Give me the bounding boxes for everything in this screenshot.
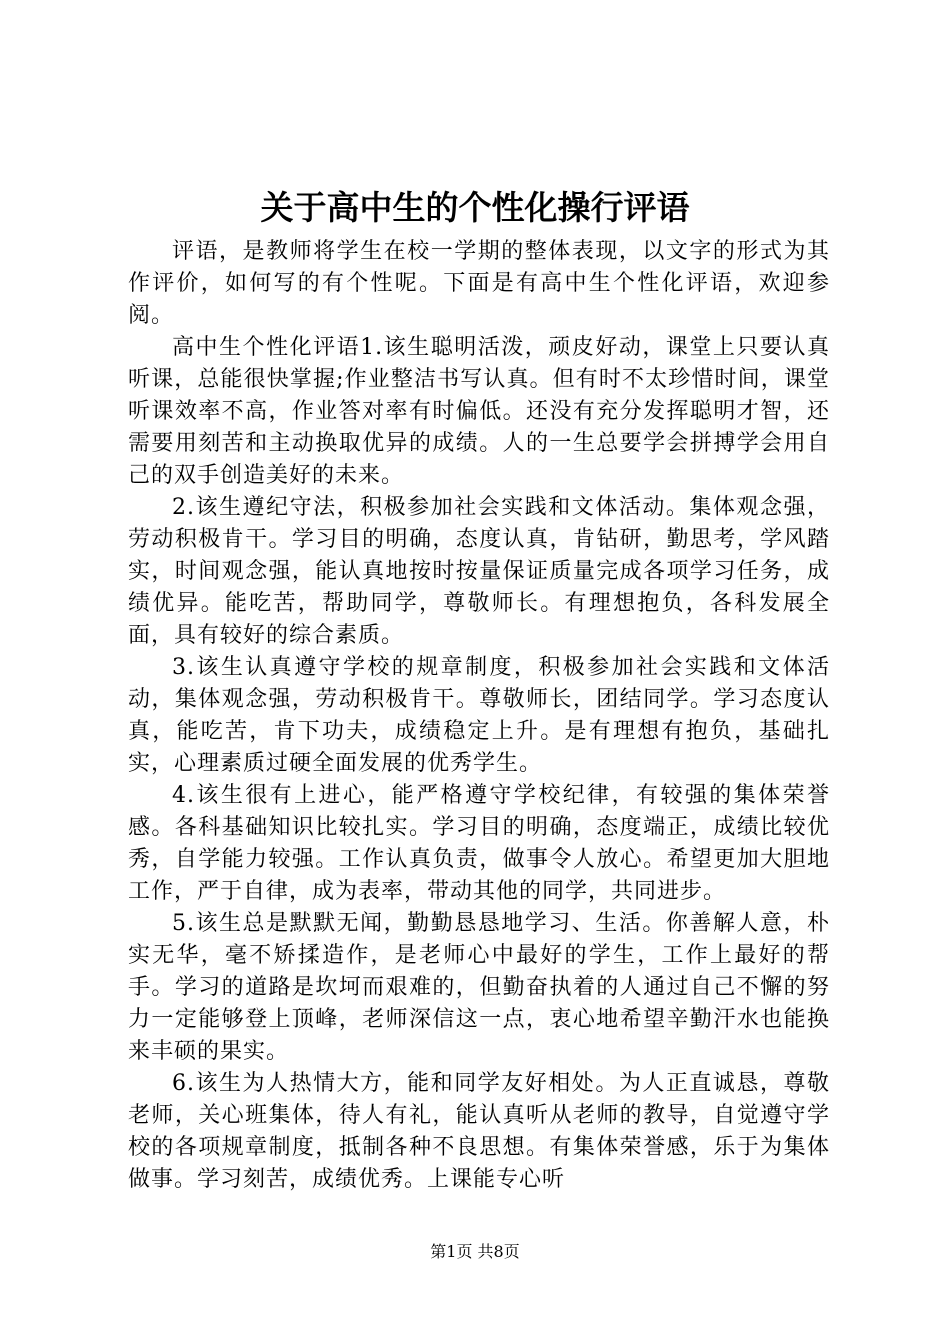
- paragraph-comment-5: 5.该生总是默默无闻，勤勤恳恳地学习、生活。你善解人意，朴实无华，毫不矫揉造作，是老师心中最好的学生，工作上最好的帮手。学习的道路是坎坷而艰难的，但勤奋执着的人通过自己不懈的努力一定能够登上顶峰，老师深信这一点，衷心地希望辛勤汗水也能换来丰硕的果实。: [128, 911, 830, 1064]
- paragraph-comment-6: 6.该生为人热情大方，能和同学友好相处。为人正直诚恳，尊敬老师，关心班集体，待人有礼，能认真听从老师的教导，自觉遵守学校的各项规章制度，抵制各种不良思想。有集体荣誉感，乐于为集体做事。学习刻苦，成绩优秀。上课能专心听: [128, 1071, 830, 1192]
- paragraph-comment-3: 3.该生认真遵守学校的规章制度，积极参加社会实践和文体活动，集体观念强，劳动积极肯干。尊敬师长，团结同学。学习态度认真，能吃苦，肯下功夫，成绩稳定上升。是有理想有抱负，基础扎实，心理素质过硬全面发展的优秀学生。: [128, 655, 830, 776]
- paragraph-comment-2: 2.该生遵纪守法，积极参加社会实践和文体活动。集体观念强，劳动积极肯干。学习目的明确，态度认真，肯钻研，勤思考，学风踏实，时间观念强，能认真地按时按量保证质量完成各项学习任务，成绩优异。能吃苦，帮助同学，尊敬师长。有理想抱负，各科发展全面，具有较好的综合素质。: [128, 495, 830, 648]
- document-title: 关于高中生的个性化操行评语: [260, 188, 690, 227]
- page-footer: 第1页 共8页: [430, 1242, 520, 1261]
- document-body: [128, 236, 830, 1196]
- paragraph-intro: 评语，是教师将学生在校一学期的整体表现，以文字的形式为其作评价，如何写的有个性呢。下面是有高中生个性化评语，欢迎参阅。: [128, 239, 830, 328]
- paragraph-comment-1: 高中生个性化评语1.该生聪明活泼，顽皮好动，课堂上只要认真听课，总能很快掌握;作业整洁书写认真。但有时不太珍惜时间，课堂听课效率不高，作业答对率有时偏低。还没有充分发挥聪明才智，还需要用刻苦和主动换取优异的成绩。人的一生总要学会拼搏学会用自己的双手创造美好的未来。: [128, 335, 830, 488]
- paragraph-comment-4: 4.该生很有上进心，能严格遵守学校纪律，有较强的集体荣誉感。各科基础知识比较扎实。学习目的明确，态度端正，成绩比较优秀，自学能力较强。工作认真负责，做事令人放心。希望更加大胆地工作，严于自律，成为表率，带动其他的同学，共同进步。: [128, 783, 830, 904]
